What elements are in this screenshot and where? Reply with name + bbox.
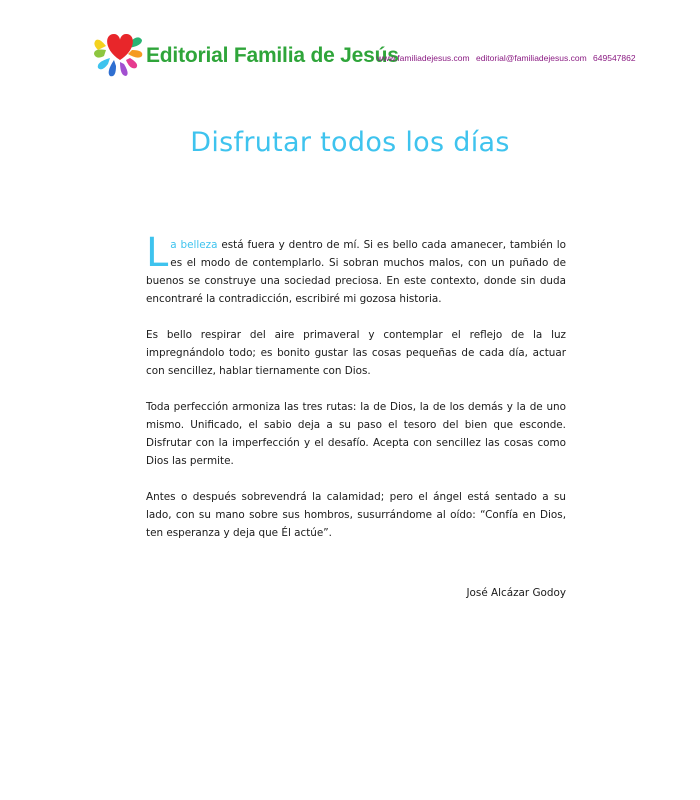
highlighted-phrase: a belleza	[170, 239, 218, 251]
author-signature: José Alcázar Godoy	[466, 587, 566, 599]
paragraph-1-text: está fuera y dentro de mí. Si es bello cada amanecer, también lo es el modo de contemplarlo. Si sobran muchos malos, con un puñado de buenos se construye una sociedad preciosa. En este contexto, donde sin duda encontraré la contradicción, escribiré mi gozosa historia.	[146, 239, 566, 305]
paragraph-2: Es bello respirar del aire primaveral y contemplar el reflejo de la luz impregnándolo todo; es bonito gustar las cosas pequeñas de cada día, actuar con sencillez, hablar tiernamente con Dios.	[146, 329, 566, 377]
phone-number: 649547862	[593, 53, 636, 63]
heart-hands-icon	[90, 20, 150, 80]
contact-info	[377, 53, 636, 63]
drop-cap: L	[146, 230, 169, 276]
paragraph-4: Antes o después sobrevendrá la calamidad; pero el ángel está sentado a su lado, con su mano sobre sus hombros, susurrándome al oído: “Confía en Dios, ten esperanza y deja que Él actúe”.	[146, 491, 566, 539]
publisher-name: Editorial Familia de Jesús	[146, 44, 399, 67]
page-title: Disfrutar todos los días	[190, 127, 510, 158]
paragraph-3: Toda perfección armoniza las tres rutas: la de Dios, la de los demás y la de uno mismo. Unificado, el sabio deja a su paso el tesoro del bien que esconde. Disfrutar con la imperfección y el desafío. Acepta con sencillez las cosas como Dios las permite.	[146, 401, 566, 467]
page-header	[90, 20, 636, 80]
email-link[interactable]: editorial@familiadejesus.com	[475, 53, 587, 63]
article-body	[146, 230, 566, 560]
paragraph-1	[146, 230, 566, 308]
website-link[interactable]: www.familiadejesus.com	[377, 53, 470, 63]
